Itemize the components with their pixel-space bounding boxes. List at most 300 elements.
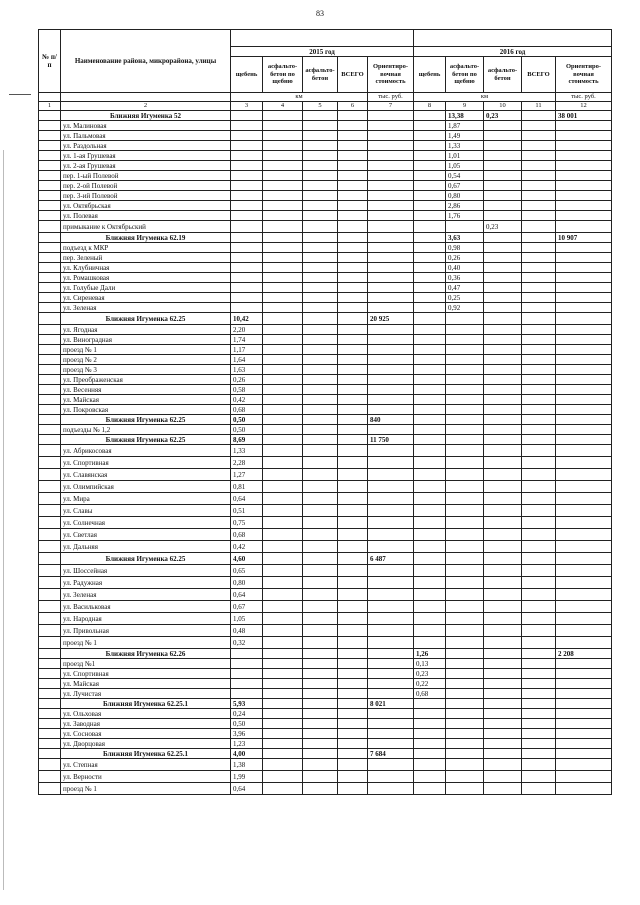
street-name: ул. Ромашковая — [61, 273, 231, 283]
street-name: проезд № 1 — [61, 783, 231, 795]
table-row — [39, 445, 612, 457]
empty-cell — [231, 171, 263, 181]
row-number-cell — [39, 699, 61, 709]
empty-cell — [368, 141, 414, 151]
table-row — [39, 365, 612, 375]
empty-cell — [303, 469, 338, 481]
empty-cell — [303, 151, 338, 161]
empty-cell — [446, 669, 484, 679]
empty-cell — [446, 601, 484, 613]
empty-cell — [522, 659, 556, 669]
empty-cell — [556, 783, 612, 795]
empty-cell — [414, 589, 446, 601]
empty-cell — [414, 739, 446, 749]
empty-cell — [303, 729, 338, 739]
value-cell: 2 208 — [556, 649, 612, 659]
row-number-cell — [39, 689, 61, 699]
empty-cell — [338, 783, 368, 795]
table-row — [39, 273, 612, 283]
empty-cell — [414, 161, 446, 171]
table-body — [39, 111, 612, 795]
empty-cell — [338, 345, 368, 355]
street-name: ул. Дворцовая — [61, 739, 231, 749]
empty-cell — [263, 771, 303, 783]
empty-cell — [368, 325, 414, 335]
street-name: ул. Радужная — [61, 577, 231, 589]
empty-cell — [484, 739, 522, 749]
empty-cell — [368, 783, 414, 795]
empty-cell — [368, 577, 414, 589]
empty-cell — [263, 469, 303, 481]
empty-cell — [446, 529, 484, 541]
empty-cell — [556, 415, 612, 425]
section-name: Ближняя Игуменка 62.25 — [61, 415, 231, 425]
empty-cell — [446, 425, 484, 435]
empty-cell — [522, 293, 556, 303]
empty-cell — [484, 709, 522, 719]
empty-cell — [522, 699, 556, 709]
street-name: ул. Виноградная — [61, 335, 231, 345]
empty-cell — [368, 425, 414, 435]
empty-cell — [522, 283, 556, 293]
empty-cell — [484, 141, 522, 151]
empty-cell — [556, 293, 612, 303]
empty-cell — [522, 541, 556, 553]
empty-cell — [303, 589, 338, 601]
unit-km-2015: км — [231, 93, 368, 102]
row-number-cell — [39, 293, 61, 303]
empty-cell — [556, 273, 612, 283]
row-number-cell — [39, 201, 61, 211]
empty-cell — [368, 395, 414, 405]
empty-cell — [556, 375, 612, 385]
empty-cell — [368, 303, 414, 313]
empty-cell — [522, 161, 556, 171]
empty-cell — [446, 445, 484, 457]
empty-cell — [522, 201, 556, 211]
table-row — [39, 201, 612, 211]
empty-cell — [484, 425, 522, 435]
empty-cell — [522, 493, 556, 505]
column-number: 1 — [39, 102, 61, 111]
empty-cell — [522, 325, 556, 335]
empty-cell — [484, 181, 522, 191]
empty-cell — [338, 181, 368, 191]
empty-cell — [303, 669, 338, 679]
empty-cell — [338, 171, 368, 181]
empty-cell — [263, 565, 303, 577]
empty-cell — [338, 679, 368, 689]
empty-cell — [231, 233, 263, 243]
empty-cell — [556, 201, 612, 211]
empty-cell — [263, 759, 303, 771]
section-row — [39, 111, 612, 121]
empty-cell — [263, 625, 303, 637]
empty-cell — [263, 749, 303, 759]
empty-cell — [368, 201, 414, 211]
empty-cell — [414, 375, 446, 385]
empty-cell — [484, 613, 522, 625]
street-name: ул. Зеленая — [61, 303, 231, 313]
empty-cell — [484, 749, 522, 759]
value-cell: 0,23 — [484, 221, 522, 233]
column-number: 11 — [522, 102, 556, 111]
table-row — [39, 385, 612, 395]
empty-cell — [484, 375, 522, 385]
empty-cell — [556, 481, 612, 493]
row-number-cell — [39, 613, 61, 625]
row-number-cell — [39, 211, 61, 221]
value-cell: 1,99 — [231, 771, 263, 783]
empty-cell — [338, 689, 368, 699]
col-total-2015: ВСЕГО — [338, 57, 368, 93]
col-total-2016: ВСЕГО — [522, 57, 556, 93]
value-cell: 2,86 — [446, 201, 484, 211]
empty-cell — [556, 457, 612, 469]
empty-cell — [338, 151, 368, 161]
empty-cell — [556, 719, 612, 729]
empty-cell — [263, 553, 303, 565]
empty-cell — [556, 613, 612, 625]
empty-cell — [231, 211, 263, 221]
empty-cell — [414, 493, 446, 505]
row-number-cell — [39, 273, 61, 283]
row-number-cell — [39, 283, 61, 293]
table-row — [39, 283, 612, 293]
empty-cell — [446, 415, 484, 425]
row-number-cell — [39, 719, 61, 729]
empty-cell — [368, 191, 414, 201]
street-name: проезд № 1 — [61, 637, 231, 649]
empty-cell — [556, 263, 612, 273]
empty-cell — [446, 493, 484, 505]
empty-cell — [303, 233, 338, 243]
empty-cell — [414, 243, 446, 253]
street-name: ул. Светлая — [61, 529, 231, 541]
empty-cell — [414, 529, 446, 541]
empty-cell — [303, 191, 338, 201]
value-cell: 1,26 — [414, 649, 446, 659]
empty-cell — [446, 405, 484, 415]
table-row — [39, 481, 612, 493]
table-row — [39, 541, 612, 553]
empty-cell — [414, 435, 446, 445]
empty-cell — [338, 211, 368, 221]
street-name: пер. 2-ой Полевой — [61, 181, 231, 191]
street-name: ул. Голубые Дали — [61, 283, 231, 293]
empty-cell — [522, 689, 556, 699]
street-name: ул. 2-ая Грушевая — [61, 161, 231, 171]
table-row — [39, 493, 612, 505]
empty-cell — [338, 325, 368, 335]
empty-cell — [368, 739, 414, 749]
empty-cell — [484, 553, 522, 565]
table-row — [39, 345, 612, 355]
empty-cell — [484, 699, 522, 709]
empty-cell — [414, 749, 446, 759]
empty-cell — [446, 729, 484, 739]
empty-cell — [368, 601, 414, 613]
empty-cell — [231, 669, 263, 679]
empty-cell — [414, 709, 446, 719]
empty-cell — [522, 121, 556, 131]
empty-cell — [303, 659, 338, 669]
empty-cell — [556, 221, 612, 233]
table-row — [39, 161, 612, 171]
street-name: ул. Сиреневая — [61, 293, 231, 303]
value-cell: 0,67 — [231, 601, 263, 613]
empty-cell — [338, 425, 368, 435]
value-cell: 1,33 — [446, 141, 484, 151]
empty-cell — [414, 613, 446, 625]
table-row — [39, 355, 612, 365]
empty-cell — [368, 161, 414, 171]
empty-cell — [522, 181, 556, 191]
empty-cell — [368, 457, 414, 469]
empty-cell — [303, 739, 338, 749]
value-cell: 0,51 — [231, 505, 263, 517]
value-cell: 0,98 — [446, 243, 484, 253]
empty-cell — [303, 719, 338, 729]
empty-cell — [303, 783, 338, 795]
empty-cell — [368, 445, 414, 457]
empty-cell — [414, 445, 446, 457]
empty-cell — [484, 325, 522, 335]
street-name: ул. Лучистая — [61, 689, 231, 699]
empty-cell — [446, 221, 484, 233]
empty-cell — [303, 365, 338, 375]
empty-cell — [522, 365, 556, 375]
section-name: Ближняя Игуменка 62.19 — [61, 233, 231, 243]
empty-cell — [263, 111, 303, 121]
empty-cell — [556, 759, 612, 771]
table-row — [39, 613, 612, 625]
street-name: ул. Абрикосовая — [61, 445, 231, 457]
empty-cell — [303, 625, 338, 637]
column-number: 12 — [556, 102, 612, 111]
empty-cell — [556, 625, 612, 637]
empty-cell — [338, 253, 368, 263]
empty-cell — [446, 637, 484, 649]
empty-cell — [303, 689, 338, 699]
empty-cell — [338, 283, 368, 293]
empty-cell — [338, 395, 368, 405]
empty-cell — [368, 211, 414, 221]
empty-cell — [522, 637, 556, 649]
street-name: проезд № 2 — [61, 355, 231, 365]
empty-cell — [263, 709, 303, 719]
section-row — [39, 233, 612, 243]
street-name: пер. Зеленый — [61, 253, 231, 263]
empty-cell — [522, 335, 556, 345]
empty-cell — [338, 493, 368, 505]
empty-cell — [231, 253, 263, 263]
empty-cell — [303, 709, 338, 719]
row-number-cell — [39, 263, 61, 273]
empty-cell — [446, 457, 484, 469]
empty-cell — [368, 689, 414, 699]
empty-cell — [263, 541, 303, 553]
value-cell: 20 925 — [368, 313, 414, 325]
empty-cell — [556, 469, 612, 481]
value-cell: 0,75 — [231, 517, 263, 529]
table-row — [39, 303, 612, 313]
empty-cell — [263, 141, 303, 151]
empty-cell — [556, 335, 612, 345]
street-name: ул. Малиновая — [61, 121, 231, 131]
section-row — [39, 553, 612, 565]
empty-cell — [368, 589, 414, 601]
empty-cell — [484, 669, 522, 679]
row-number-cell — [39, 637, 61, 649]
empty-cell — [522, 111, 556, 121]
empty-cell — [303, 293, 338, 303]
empty-cell — [556, 637, 612, 649]
empty-cell — [484, 365, 522, 375]
street-name: ул. Мира — [61, 493, 231, 505]
value-cell: 0,40 — [446, 263, 484, 273]
empty-cell — [231, 191, 263, 201]
column-number: 7 — [368, 102, 414, 111]
empty-cell — [484, 505, 522, 517]
empty-cell — [522, 517, 556, 529]
empty-cell — [368, 637, 414, 649]
empty-cell — [231, 243, 263, 253]
value-cell: 1,87 — [446, 121, 484, 131]
empty-cell — [446, 649, 484, 659]
empty-cell — [484, 541, 522, 553]
value-cell: 1,05 — [446, 161, 484, 171]
table-row — [39, 243, 612, 253]
empty-cell — [338, 303, 368, 313]
empty-cell — [522, 221, 556, 233]
table-row — [39, 131, 612, 141]
empty-cell — [522, 273, 556, 283]
empty-cell — [303, 111, 338, 121]
empty-cell — [368, 659, 414, 669]
table-row — [39, 211, 612, 221]
empty-cell — [414, 283, 446, 293]
empty-cell — [556, 709, 612, 719]
street-name: ул. Васильковая — [61, 601, 231, 613]
empty-cell — [263, 689, 303, 699]
row-number-cell — [39, 253, 61, 263]
empty-cell — [484, 335, 522, 345]
value-cell: 13,38 — [446, 111, 484, 121]
empty-cell — [484, 121, 522, 131]
empty-cell — [414, 325, 446, 335]
empty-cell — [484, 493, 522, 505]
row-number-cell — [39, 141, 61, 151]
empty-cell — [303, 445, 338, 457]
row-number-cell — [39, 625, 61, 637]
empty-cell — [263, 505, 303, 517]
empty-cell — [368, 283, 414, 293]
empty-cell — [303, 283, 338, 293]
empty-cell — [556, 325, 612, 335]
empty-cell — [263, 201, 303, 211]
column-number: 8 — [414, 102, 446, 111]
empty-cell — [556, 749, 612, 759]
value-cell: 0,42 — [231, 395, 263, 405]
empty-cell — [231, 141, 263, 151]
empty-cell — [556, 181, 612, 191]
empty-cell — [556, 739, 612, 749]
row-number-cell — [39, 565, 61, 577]
empty-cell — [556, 151, 612, 161]
empty-cell — [368, 649, 414, 659]
empty-cell — [414, 541, 446, 553]
row-number-cell — [39, 233, 61, 243]
empty-cell — [414, 553, 446, 565]
empty-cell — [231, 649, 263, 659]
row-number-cell — [39, 771, 61, 783]
empty-cell — [484, 405, 522, 415]
empty-cell — [263, 365, 303, 375]
empty-cell — [414, 211, 446, 221]
value-cell: 0,23 — [414, 669, 446, 679]
empty-cell — [556, 565, 612, 577]
empty-cell — [231, 679, 263, 689]
empty-cell — [522, 131, 556, 141]
empty-cell — [263, 233, 303, 243]
empty-cell — [303, 425, 338, 435]
street-name: ул. Раздольная — [61, 141, 231, 151]
value-cell: 2,20 — [231, 325, 263, 335]
empty-cell — [263, 221, 303, 233]
empty-cell — [556, 553, 612, 565]
row-number-cell — [39, 161, 61, 171]
value-cell: 0,50 — [231, 719, 263, 729]
empty-cell — [414, 335, 446, 345]
empty-cell — [338, 659, 368, 669]
col-name-header: Наименование района, микрорайона, улицы — [61, 30, 231, 93]
empty-cell — [303, 221, 338, 233]
value-cell: 840 — [368, 415, 414, 425]
empty-cell — [263, 375, 303, 385]
empty-cell — [484, 445, 522, 457]
empty-cell — [263, 303, 303, 313]
empty-cell — [484, 191, 522, 201]
empty-cell — [303, 325, 338, 335]
empty-cell — [556, 425, 612, 435]
empty-cell — [446, 679, 484, 689]
empty-cell — [446, 739, 484, 749]
empty-cell — [368, 221, 414, 233]
table-row — [39, 121, 612, 131]
empty-cell — [338, 613, 368, 625]
empty-cell — [263, 253, 303, 263]
empty-cell — [522, 649, 556, 659]
empty-cell — [522, 669, 556, 679]
table-row — [39, 565, 612, 577]
empty-cell — [231, 283, 263, 293]
empty-cell — [263, 211, 303, 221]
empty-cell — [484, 293, 522, 303]
street-name: подъезды № 1,2 — [61, 425, 231, 435]
empty-cell — [484, 719, 522, 729]
empty-cell — [522, 469, 556, 481]
empty-cell — [414, 191, 446, 201]
table-row — [39, 457, 612, 469]
col-asphalt-on-gravel-2015: асфальто-бетон по щебню — [263, 57, 303, 93]
empty-cell — [368, 517, 414, 529]
street-name: ул. Полевая — [61, 211, 231, 221]
empty-cell — [556, 577, 612, 589]
col-asphalt-2016: асфальто-бетон — [484, 57, 522, 93]
empty-cell — [263, 493, 303, 505]
empty-cell — [414, 141, 446, 151]
